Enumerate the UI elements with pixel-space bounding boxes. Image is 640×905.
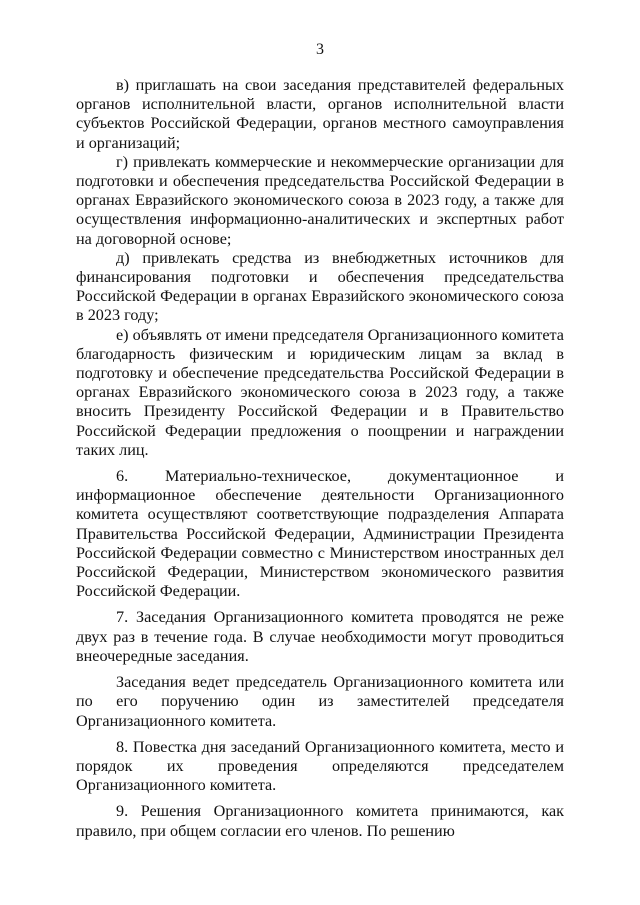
paragraph-item-d: д) привлекать средства из внебюджетных источников для финансирования подготовки и обеспечения председательства Российской Федерации в органах Евразийского экономического союза в 2023 году;	[76, 248, 564, 325]
paragraph-item-g: г) привлекать коммерческие и некоммерческие организации для подготовки и обеспечения председательства Российской Федерации в органах Евразийского экономического союза в 2023 году, а также для осуществления информационно-аналитических и экспертных работ на договорной основе;	[76, 152, 564, 248]
paragraph-clause-6: 6. Материально-техническое, документационное и информационное обеспечение деятельности Организационного комитета осуществляют соответствующие подразделения Аппарата Правительства Российской Федерации, Администрации Президента Российской Федерации совместно с Министерством иностранных дел Российской Федерации, Министерством экономического развития Российской Федерации.	[76, 467, 564, 601]
paragraph-clause-8: 8. Повестка дня заседаний Организационного комитета, место и порядок их проведения определяются председателем Организационного комитета.	[76, 737, 564, 795]
page-number: 3	[316, 41, 324, 58]
document-body	[76, 76, 564, 841]
paragraph-item-e: е) объявлять от имени председателя Организационного комитета благодарность физическим и юридическим лицам за вклад в подготовку и обеспечение председательства Российской Федерации в органах Евразийского экономического союза в 2023 году, а также вносить Президенту Российской Федерации и в Правительство Российской Федерации предложения о поощрении и награждении таких лиц.	[76, 325, 564, 459]
paragraph-meetings-chair: Заседания ведет председатель Организационного комитета или по его поручению один из заместителей председателя Организационного комитета.	[76, 673, 564, 730]
paragraph-item-v: в) приглашать на свои заседания представителей федеральных органов исполнительной власти, органов исполнительной власти субъектов Российской Федерации, органов местного самоуправления и организаций;	[76, 76, 564, 152]
paragraph-clause-9: 9. Решения Организационного комитета принимаются, как правило, при общем согласии его членов. По решению	[76, 802, 564, 840]
paragraph-clause-7: 7. Заседания Организационного комитета проводятся не реже двух раз в течение года. В случае необходимости могут проводиться внеочередные заседания.	[76, 608, 564, 665]
